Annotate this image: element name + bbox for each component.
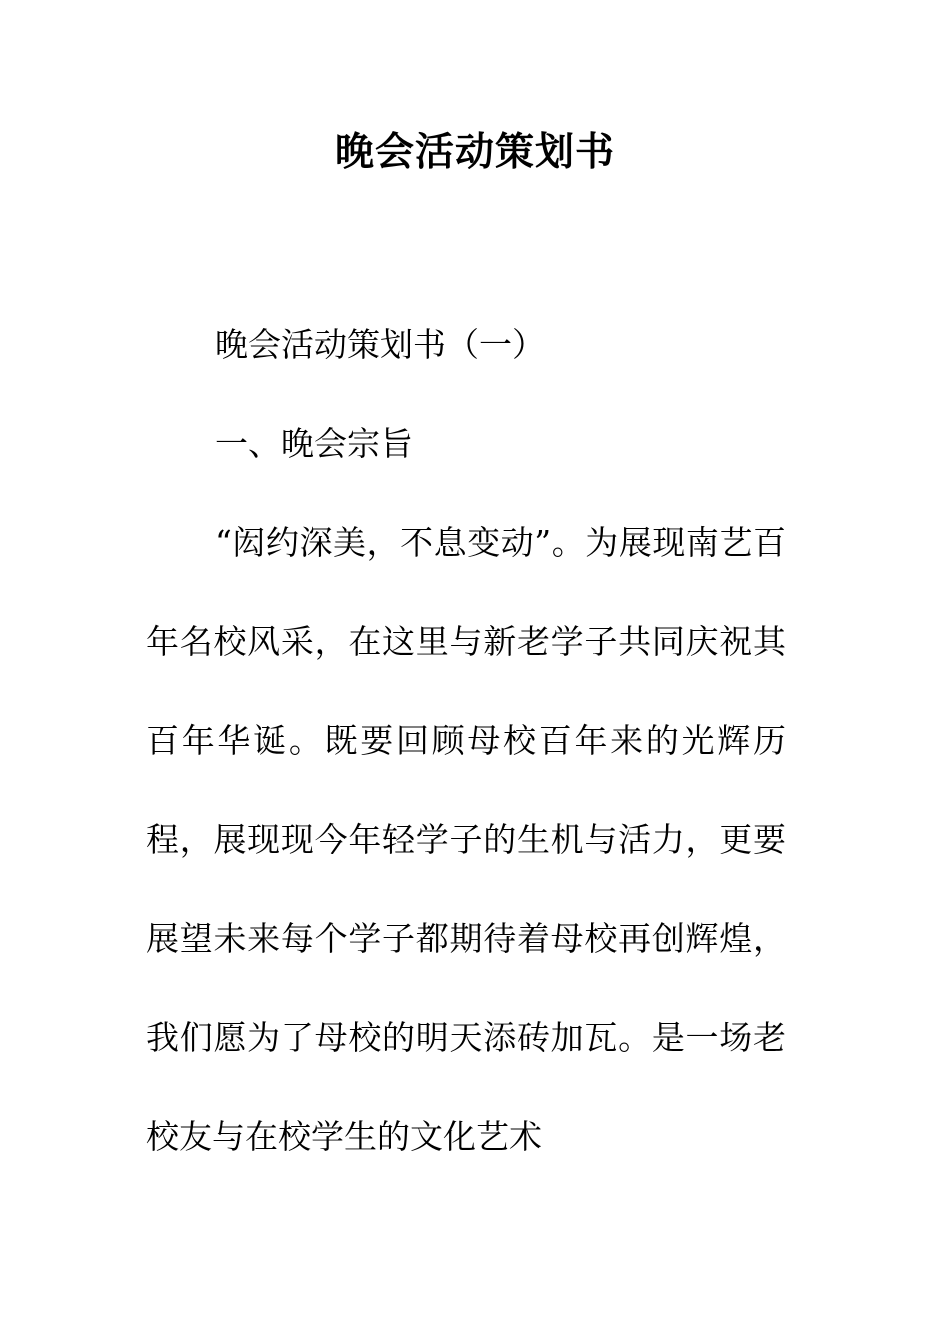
- body-paragraph: “闳约深美，不息变动”。为展现南艺百年名校风采，在这里与新老学子共同庆祝其百年华诞。既要回顾母校百年来的光辉历程，展现现今年轻学子的生机与活力，更要展望未来每个学子都期待着母校再创辉煌，我们愿为了母校的明天添砖加瓦。是一场老校友与在校学生的文化艺术: [146, 523, 786, 1156]
- document-body: [146, 295, 786, 1186]
- document-title: 晚会活动策划书: [334, 129, 615, 175]
- section-heading: 一、晚会宗旨: [215, 424, 413, 463]
- subtitle: 晚会活动策划书（一）: [215, 325, 545, 364]
